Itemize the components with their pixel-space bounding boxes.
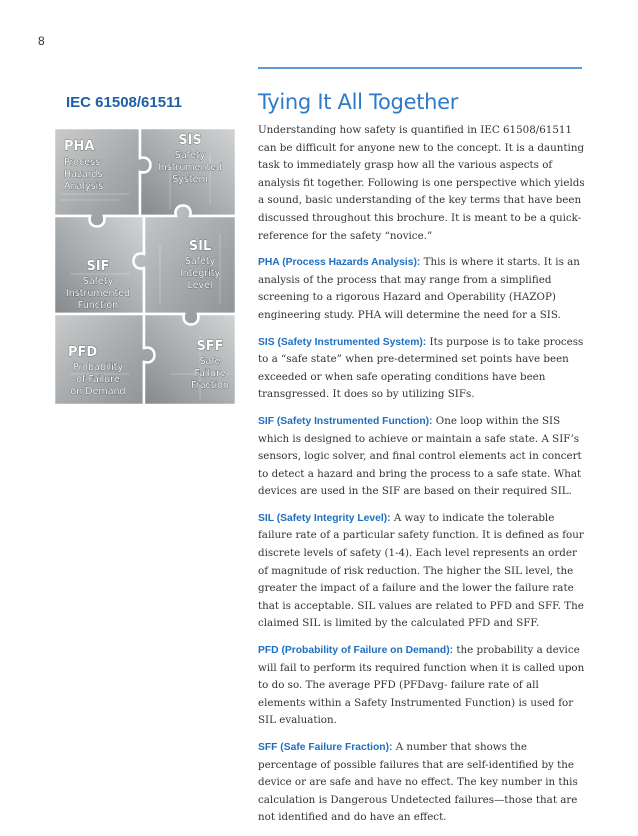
puzzle-graphic [50,124,240,409]
piece-abbr: SIL [188,239,212,254]
term-label: SFF (Safe Failure Fraction): [258,742,393,753]
piece-line: Failure [194,368,226,379]
piece-line: Safe [199,356,221,367]
piece-abbr: PFD [68,345,98,360]
piece-line: Safety [184,256,216,267]
term-label: SIL (Safety Integrity Level): [258,512,391,524]
intro-paragraph: Understanding how safety is quantified in IEC 61508/61511 can be difficult for anyone new to the concept. It is a daunting task to immediately grasp how all the various aspects of analysis fit together. Following is one perspective which yields a sound, basic understanding of the key terms that have been discussed throughout this brochure. It is meant to be a quick-reference for the safety “novice.” [258,124,585,242]
definition-text: This is where it starts. It is an analysis of the process that may range from a simplified screening to a rigorous Hazard and Operability (HAZOP) engineering study. PHA will determine the need for a SIS. [258,256,580,321]
definition-pfd [258,642,588,730]
definition-text: the probability a device will fail to perform its required function when it is called upon to do so. The average PFD (PFDavg- failure rate of all elements within a Safety Instrumented Function) is used for SIL evaluation. [258,644,585,727]
definition-sff [258,739,588,827]
body-text [258,122,588,836]
term-label: SIS (Safety Instrumented System): [258,336,427,348]
piece-line: Fraction [191,380,229,391]
page-title: Tying It All Together [258,90,459,115]
definition-text: Its purpose is to take process to a “safe state” when pre-determined set points have been exceeded or when safe operating conditions have been transgressed. It does so by utilizing SIFs. [258,335,584,401]
piece-line: of Failure [76,374,120,385]
piece-line: on Demand [70,386,126,397]
piece-line: Probability [72,362,124,373]
piece-line: Process [64,157,101,168]
definition-sil [258,510,588,633]
definition-text: A number that shows the percentage of possible failures that are self-identified by the device or are safe and have no effect. The key number in this calculation is Dangerous Undetected failures—those that are not identified and do have an effect. [258,741,578,824]
piece-abbr: PHA [64,139,95,154]
definition-pha [258,254,588,324]
piece-line: Integrity [179,268,221,279]
standard-title: IEC 61508/61511 [66,94,182,111]
piece-abbr: SFF [196,339,224,354]
piece-line: Hazards [64,169,103,180]
piece-line: Level [187,280,213,291]
page-number: 8 [38,34,45,48]
piece-line: System [172,174,208,185]
piece-line: Instrumented [65,288,131,299]
term-label: PFD (Probability of Failure on Demand): [258,645,454,657]
piece-line: Safety [174,150,206,161]
piece-line: Analysis [64,181,104,192]
piece-line: Instrumented [157,162,223,173]
puzzle-piece-sff [144,314,236,405]
term-label: PHA (Process Hazards Analysis): [258,257,421,269]
piece-line: Safety [82,276,114,287]
definition-text: A way to indicate the tolerable failure rate of a particular safety function. It is defined as four discrete levels of safety (1-4). Each level represents an order of magnitude of risk reduction. The higher the SIL level, the greater the impact of a failure and the lower the failure rate that is acceptable. SIL values are related to PFD and SFF. The claimed SIL is limited by the calculated PFD and SFF. [258,511,584,630]
piece-abbr: SIS [178,133,202,148]
piece-line: Function [77,300,119,311]
definition-text: One loop within the SIS which is designed to achieve or maintain a safe state. A SIF’s sensors, logic solver, and final control elements act in concert to detect a hazard and bring the process to a safe state. What devices are used in the SIF are based on their required SIL. [258,414,582,498]
definition-sif [258,413,588,501]
title-rule [258,67,582,69]
term-label: SIF (Safety Instrumented Function): [258,415,433,427]
piece-abbr: SIF [86,259,110,274]
definition-sis [258,334,588,404]
